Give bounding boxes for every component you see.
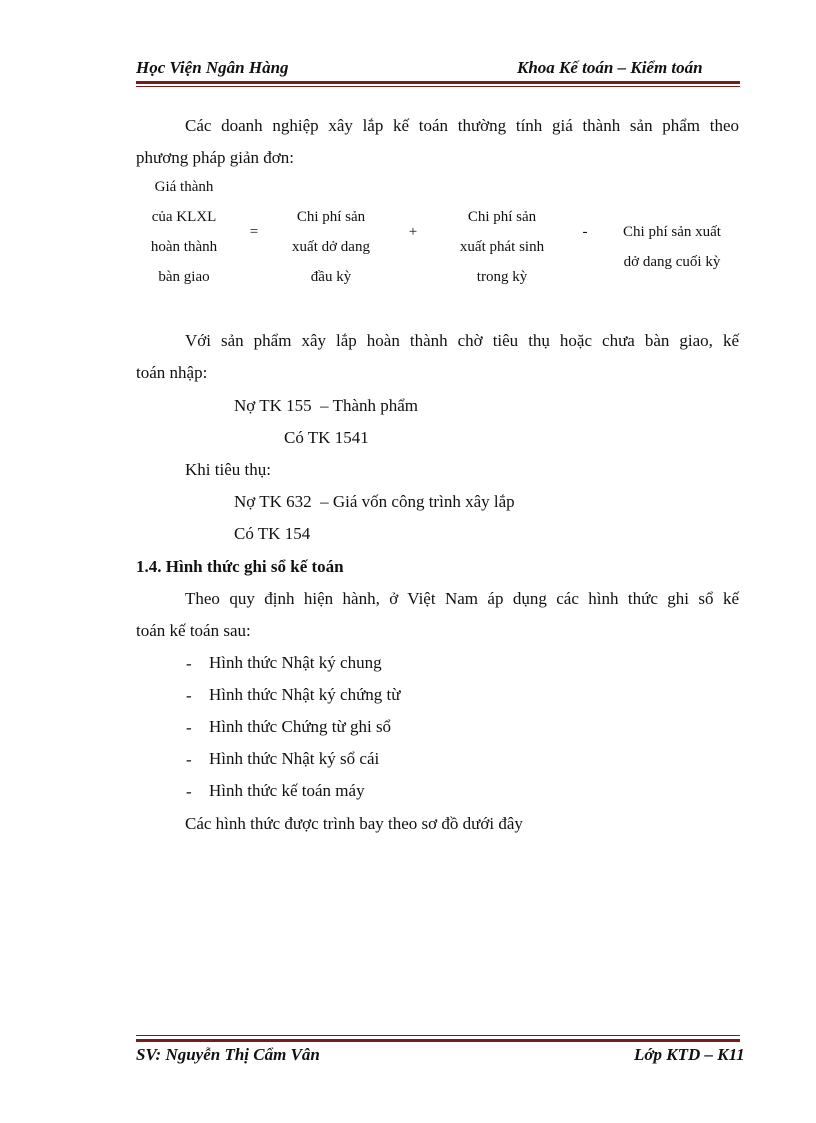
header-rule-thin [136, 86, 740, 87]
footer-right: Lớp KTD – K11 [634, 1045, 745, 1064]
bullet-marker: - [186, 718, 192, 737]
formula-term2 [434, 202, 570, 292]
list-item: Hình thức Nhật ký chung [209, 653, 382, 672]
list-item: Hình thức kế toán máy [209, 781, 365, 800]
footer-rule [136, 1039, 740, 1042]
sale-label: Khi tiêu thụ: [185, 460, 271, 479]
formula-term3-line: dở dang cuối kỳ [623, 254, 721, 270]
bullet-marker: - [186, 654, 192, 673]
header-left: Học Viện Ngân Hàng [136, 58, 289, 77]
footer-left: SV: Nguyễn Thị Cẩm Vân [136, 1045, 320, 1064]
formula-lhs-line: hoàn thành [150, 239, 218, 255]
formula-term3 [602, 217, 742, 277]
formula-lhs-line: của KLXL [151, 209, 217, 225]
entry2-debit: Nợ TK 632 – Giá vốn công trình xây lắp [234, 492, 515, 511]
list-item: Hình thức Nhật ký sổ cái [209, 749, 380, 768]
formula-term1-line: Chi phí sản [296, 209, 366, 225]
header-rule [136, 81, 740, 84]
formula-term2-line: xuất phát sinh [459, 239, 545, 255]
list-item: Hình thức Chứng từ ghi sổ [209, 717, 392, 736]
header-right: Khoa Kế toán – Kiểm toán [517, 58, 703, 77]
entry1-credit: Có TK 1541 [284, 428, 369, 447]
formula-plus: + [408, 224, 418, 240]
formula-term1-line: đầu kỳ [310, 269, 352, 285]
para1-line1: Các doanh nghiệp xây lắp kế toán thường tính giá thành sản phẩm theo [185, 116, 739, 135]
bullet-marker: - [186, 686, 192, 705]
para3-line2: toán kế toán sau: [136, 621, 251, 640]
closing-text: Các hình thức được trình bay theo sơ đồ dưới đây [185, 814, 523, 833]
formula-term2-line: Chi phí sản [467, 209, 537, 225]
formula-lhs-line: Giá thành [154, 179, 214, 195]
formula-term1 [268, 202, 394, 292]
para2-line2: toán nhập: [136, 363, 208, 382]
formula-term1-line: xuất dở dang [292, 239, 370, 255]
formula-lhs [134, 172, 234, 292]
para3-line1: Theo quy định hiện hành, ở Việt Nam áp dụng các hình thức ghi sổ kế [185, 589, 739, 608]
para1-line2: phương pháp giản đơn: [136, 148, 294, 167]
formula-minus: - [582, 224, 588, 240]
formula-term2-line: trong kỳ [476, 269, 528, 285]
entry1-debit: Nợ TK 155 – Thành phẩm [234, 396, 419, 415]
list-item: Hình thức Nhật ký chứng từ [209, 685, 401, 704]
para2-line1: Với sản phẩm xây lắp hoàn thành chờ tiêu thụ hoặc chưa bàn giao, kế [185, 331, 739, 350]
formula-term3-line: Chi phí sản xuất [623, 224, 721, 240]
bullet-marker: - [186, 750, 192, 769]
formula-lhs-line: bàn giao [158, 269, 210, 285]
formula-equals: = [249, 224, 259, 240]
footer-rule-thin [136, 1035, 740, 1036]
bullet-marker: - [186, 782, 192, 801]
entry2-credit: Có TK 154 [234, 524, 311, 543]
section-title: 1.4. Hình thức ghi sổ kế toán [136, 557, 344, 576]
